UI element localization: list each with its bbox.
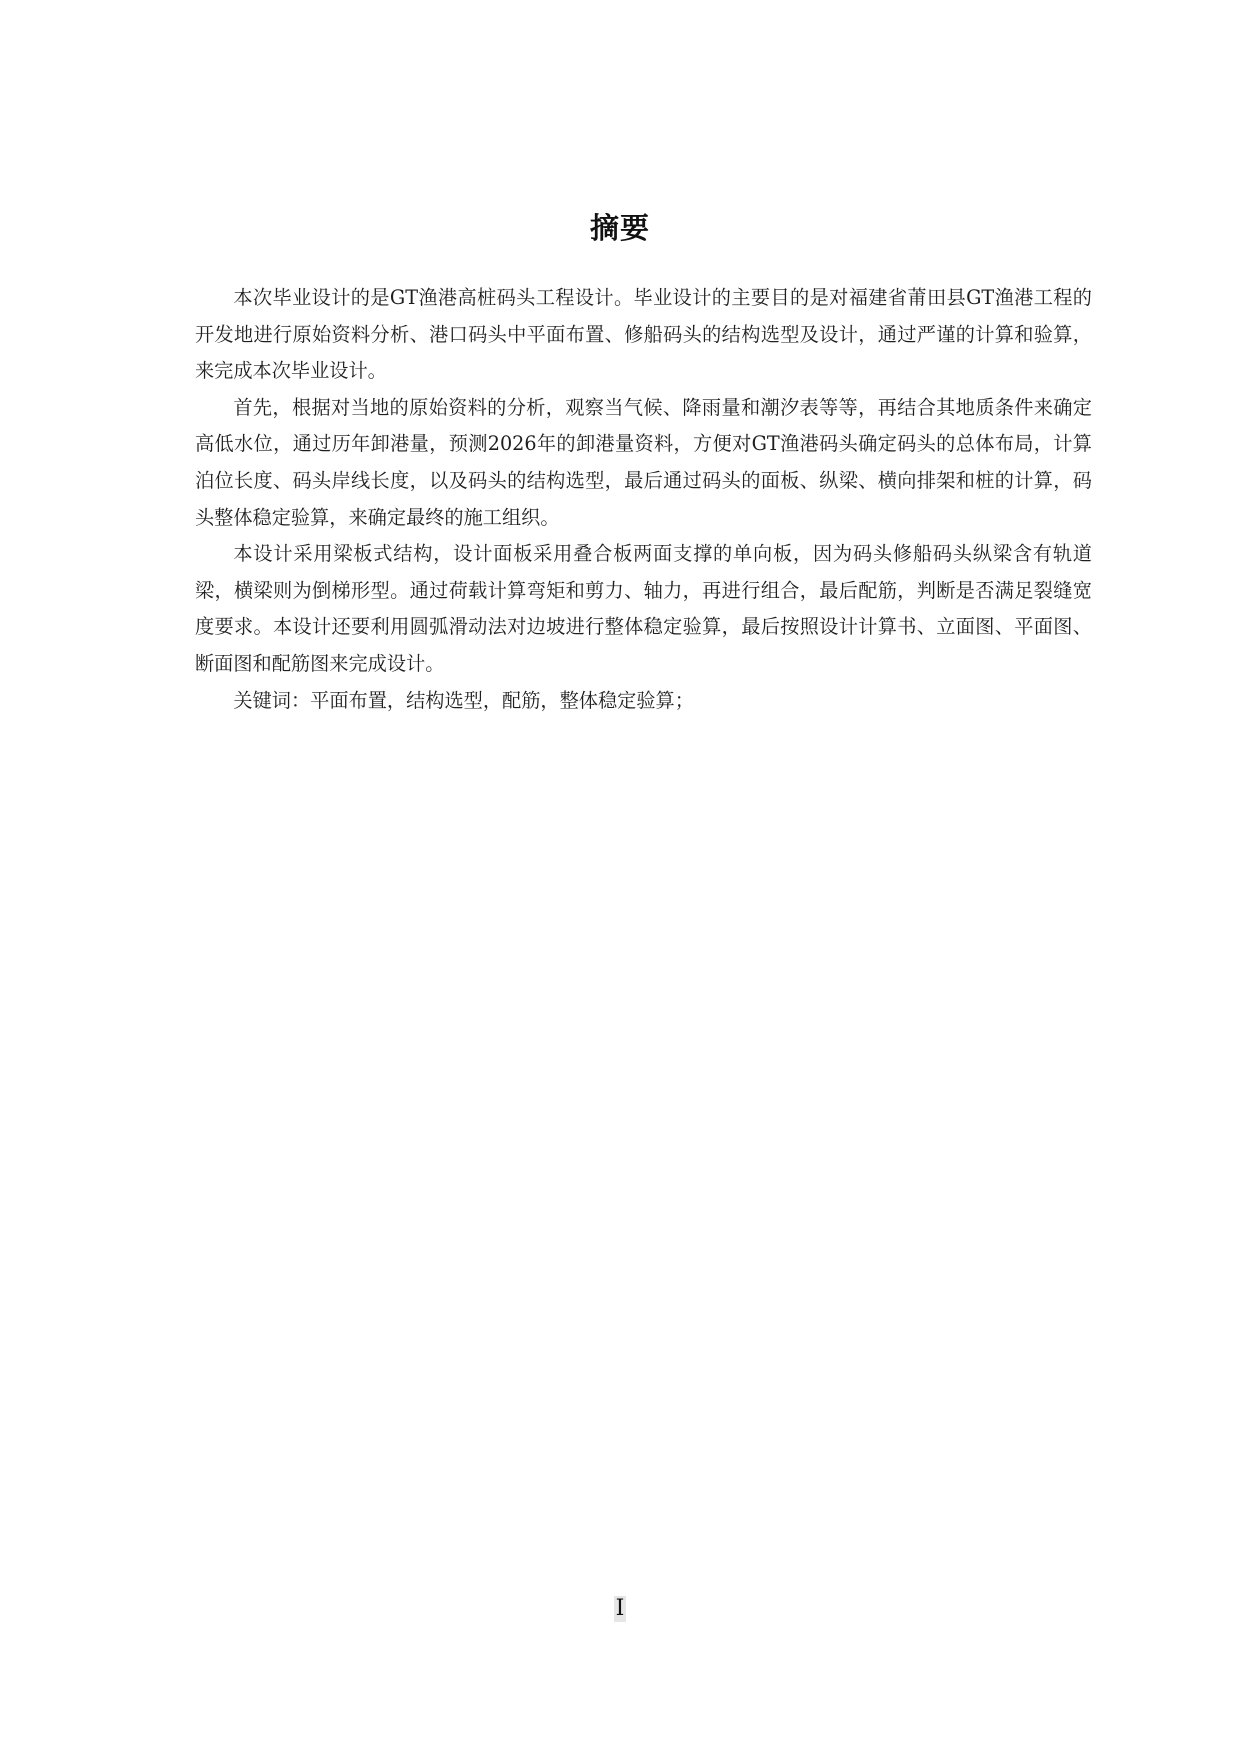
abstract-body	[195, 280, 1092, 719]
abstract-paragraph-3: 本设计采用梁板式结构，设计面板采用叠合板两面支撑的单向板，因为码头修船码头纵梁含有轨道梁，横梁则为倒梯形型。通过荷载计算弯矩和剪力、轴力，再进行组合，最后配筋，判断是否满足裂缝宽度要求。本设计还要利用圆弧滑动法对边坡进行整体稳定验算，最后按照设计计算书、立面图、平面图、断面图和配筋图来完成设计。	[195, 542, 1092, 675]
abstract-paragraph-2: 首先，根据对当地的原始资料的分析，观察当气候、降雨量和潮汐表等等，再结合其地质条件来确定高低水位，通过历年卸港量，预测2026年的卸港量资料，方便对GT渔港码头确定码头的总体布局，计算泊位长度、码头岸线长度，以及码头的结构选型，最后通过码头的面板、纵梁、横向排架和桩的计算，码头整体稳定验算，来确定最终的施工组织。	[195, 395, 1092, 529]
abstract-paragraph-1: 本次毕业设计的是GT渔港高桩码头工程设计。毕业设计的主要目的是对福建省莆田县GT渔港工程的开发地进行原始资料分析、港口码头中平面布置、修船码头的结构选型及设计，通过严谨的计算和验算，来完成本次毕业设计。	[195, 286, 1092, 383]
page-number: I	[615, 1596, 625, 1621]
page-footer	[0, 1596, 1240, 1622]
page-title: 摘要	[589, 211, 650, 245]
keywords-line: 关键词：平面布置，结构选型，配筋，整体稳定验算；	[233, 688, 694, 712]
